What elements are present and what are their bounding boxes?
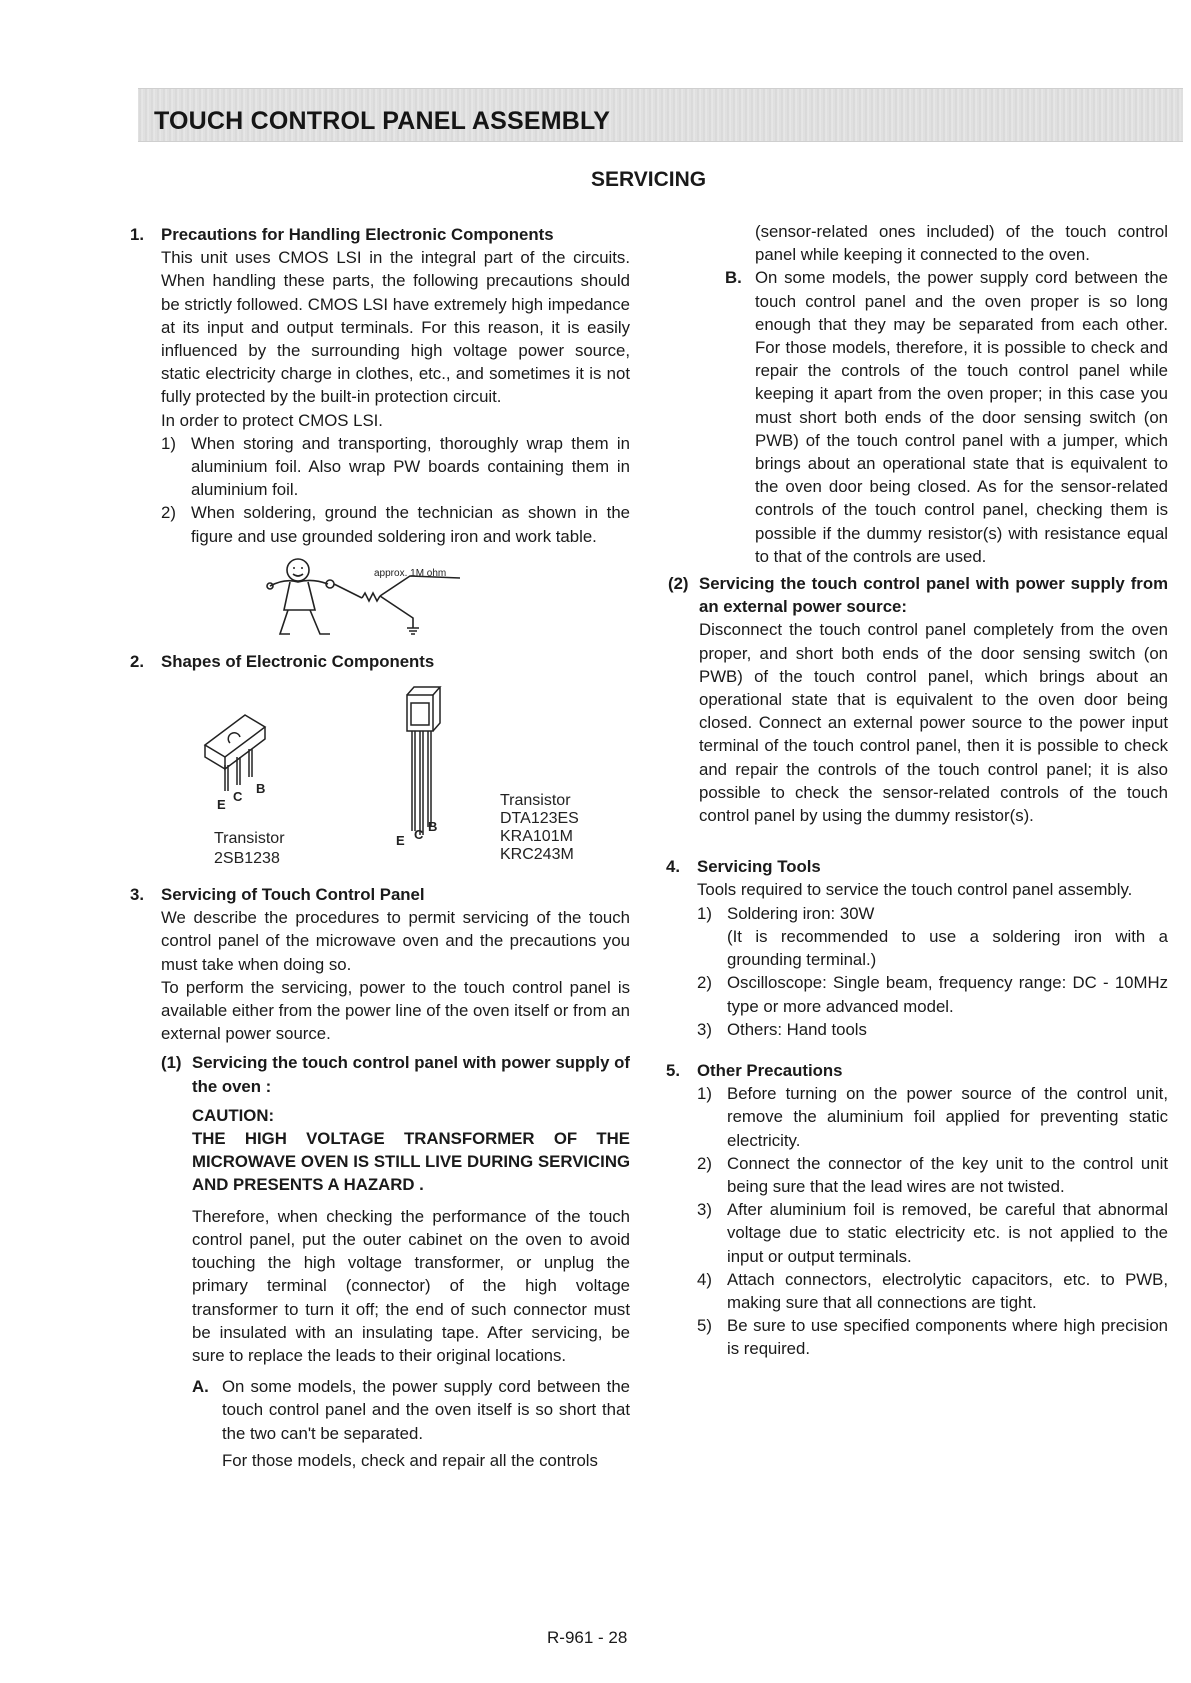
section-1-title: Precautions for Handling Electronic Components <box>161 225 554 244</box>
t2-pin-e: E <box>396 833 405 849</box>
right-column <box>666 220 1168 1361</box>
section-3 <box>130 883 630 1472</box>
section-3-intro: We describe the procedures to permit servicing of the touch control panel of the microwave oven and the precautions you must take when doing so. <box>161 908 630 974</box>
t2-part-3: KRC243M <box>500 846 574 864</box>
item-text: When soldering, ground the technician as shown in the figure and use grounded soldering iron and work table. <box>191 503 630 546</box>
subsection-body: Disconnect the touch control panel completely from the oven proper, and short both ends of the door sensing switch (on PWB) of the touch control panel, which brings about an operational state that is equivalent to the oven door being closed. Connect an external power source to the power input terminal of the touch control panel, then it is possible to check and repair the controls of the touch control panel; it is also possible to check the sensor-related controls of the touch control panel by using the dummy resistor(s). <box>699 620 1168 826</box>
section-3-title: Servicing of Touch Control Panel <box>161 885 425 905</box>
section-4-lead: Tools required to service the touch control panel assembly. <box>697 880 1133 900</box>
item-text: Oscilloscope: Single beam, frequency range: DC - 10MHz type or more advanced model. <box>727 973 1168 1016</box>
t2-pin-c: C <box>414 827 424 843</box>
item-text: Attach connectors, electrolytic capacitors, etc. to PWB, making sure that all connections are tight. <box>727 1269 1168 1312</box>
case-a <box>192 1375 630 1472</box>
head-icon <box>287 559 309 581</box>
item-text: After aluminium foil is removed, be careful that abnormal voltage due to static electricity etc. is not applied to the input or output terminals. <box>727 1200 1168 1266</box>
item-text: Others: Hand tools <box>727 1019 867 1039</box>
section-1-lead: In order to protect CMOS LSI. <box>161 410 383 430</box>
resistance-label: approx. 1M ohm <box>374 567 447 579</box>
list-item <box>697 1152 1168 1198</box>
case-text: On some models, the power supply cord between the touch control panel and the oven itself is so short that the two can't be separated. <box>222 1377 630 1443</box>
item-text: Be sure to use specified components where high precision is required. <box>727 1316 1168 1359</box>
section-2-number: 2. <box>130 651 144 671</box>
list-item <box>697 971 1168 1017</box>
item-number: 1) <box>697 903 712 923</box>
section-5-number: 5. <box>666 1060 680 1080</box>
subsection-2 <box>668 572 1168 827</box>
subsection-number: (2) <box>668 574 689 594</box>
list-item <box>697 1268 1168 1314</box>
case-text: On some models, the power supply cord between the touch control panel and the oven proper is so long enough that they may be separated from each other. For those models, therefore, it is possible to check and repair the controls of the touch control panel while keeping it apart from the oven proper; in this case you must short both ends of the door sensing switch (on PWB) of the touch control panel with a jumper, which brings about an operational state that is equivalent to the oven door being closed. As for the sensor-related controls of the touch control panel, checking them is possible if the dummy resistor(s) with resistance equal to that of the controls are used. <box>755 268 1168 566</box>
item-number: 3) <box>697 1200 712 1220</box>
list-item <box>697 1198 1168 1268</box>
item-number: 1) <box>697 1084 712 1104</box>
item-text: Before turning on the power source of the control unit, remove the aluminium foil applied for preventing static electricity. <box>727 1084 1168 1150</box>
section-4-number: 4. <box>666 857 680 877</box>
components-figure <box>130 673 630 883</box>
t1-label: Transistor <box>214 830 285 848</box>
item-text: Connect the connector of the key unit to the control unit being sure that the lead wires are not twisted. <box>727 1153 1168 1196</box>
transistor-shapes <box>130 673 630 883</box>
case-a-continued <box>693 220 1168 266</box>
section-3-number: 3. <box>130 885 144 905</box>
item-number: 2) <box>161 503 176 523</box>
item-number: 3) <box>697 1019 712 1039</box>
section-4 <box>666 855 1168 1041</box>
t2-label: Transistor <box>500 792 571 810</box>
list-item <box>697 1082 1168 1152</box>
subsection-number: (1) <box>161 1053 182 1073</box>
subsection-title: Servicing the touch control panel with power supply from an external power source: <box>699 574 1168 617</box>
list-item <box>161 501 630 547</box>
t2-part-1: DTA123ES <box>500 810 579 828</box>
item-number: 5) <box>697 1316 712 1336</box>
caution-text: THE HIGH VOLTAGE TRANSFORMER OF THE MICROWAVE OVEN IS STILL LIVE DURING SERVICING AND PRESENTS A HAZARD . <box>192 1129 630 1195</box>
list-item <box>161 432 630 502</box>
case-letter: B. <box>725 268 742 288</box>
section-1-body: This unit uses CMOS LSI in the integral part of the circuits. When handling these parts, the following precautions should be strictly followed. CMOS LSI have extremely high impedance at its input and output terminals. For this reason, it is easily influenced by the surrounding high voltage power source, static electricity charge in clothes, etc., and sometimes it is not fully protected by the built-in protection circuit. <box>161 248 630 407</box>
section-2-title: Shapes of Electronic Components <box>161 651 435 671</box>
t2-part-2: KRA101M <box>500 828 573 846</box>
transistor-1-body <box>205 715 265 757</box>
page-title: TOUCH CONTROL PANEL ASSEMBLY <box>154 107 611 135</box>
t1-pin-e: E <box>217 797 226 813</box>
list-item <box>697 902 1168 972</box>
t1-pin-c: C <box>233 789 243 805</box>
item-number: 1) <box>161 433 176 453</box>
caution-instructions: Therefore, when checking the performance of the touch control panel, put the outer cabinet on the oven to avoid touching the high voltage transformer, or unplug the primary terminal (connector) of the high voltage transformer to turn it off; the end of such connector must be insulated with an insulating tape. After servicing, be sure to replace the leads to their original locations. <box>192 1206 630 1365</box>
section-subtitle: SERVICING <box>591 168 707 191</box>
grounding-figure <box>130 548 630 650</box>
item-note: (It is recommended to use a soldering iron with a grounding terminal.) <box>727 926 1168 970</box>
case-text-continued: For those models, check and repair all the controls <box>222 1450 598 1470</box>
list-item <box>697 1018 1168 1041</box>
t1-part: 2SB1238 <box>214 850 280 868</box>
item-text: Soldering iron: 30W <box>727 903 875 923</box>
list-item <box>697 1314 1168 1360</box>
item-number: 2) <box>697 973 712 993</box>
case-letter: A. <box>192 1377 209 1397</box>
title-banner <box>138 88 1183 142</box>
page-number: R-961 - 28 <box>547 1628 628 1647</box>
section-5-title: Other Precautions <box>697 1060 843 1080</box>
grounded-technician-illustration <box>130 548 630 650</box>
case-text-continued: (sensor-related ones included) of the touch control panel while keeping it connected to the oven. <box>755 222 1168 265</box>
item-number: 2) <box>697 1153 712 1173</box>
section-3-power: To perform the servicing, power to the touch control panel is available either from the power line of the oven itself or from an external power source. <box>161 977 630 1044</box>
section-4-title: Servicing Tools <box>697 857 821 877</box>
section-1-number: 1. <box>130 225 144 244</box>
left-column <box>130 223 630 1472</box>
case-b <box>725 266 1168 568</box>
t2-pin-b: B <box>428 819 438 835</box>
section-1 <box>130 223 630 548</box>
subsection-1 <box>161 1051 630 1471</box>
section-5 <box>666 1059 1168 1361</box>
item-number: 4) <box>697 1269 712 1289</box>
subsection-title: Servicing the touch control panel with power supply of the oven : <box>192 1053 630 1096</box>
item-text: When storing and transporting, thoroughly wrap them in aluminium foil. Also wrap PW boards containing them in aluminium foil. <box>191 433 630 500</box>
caution-label: CAUTION: <box>192 1105 275 1125</box>
t1-pin-b: B <box>256 781 266 797</box>
section-2 <box>130 650 630 673</box>
